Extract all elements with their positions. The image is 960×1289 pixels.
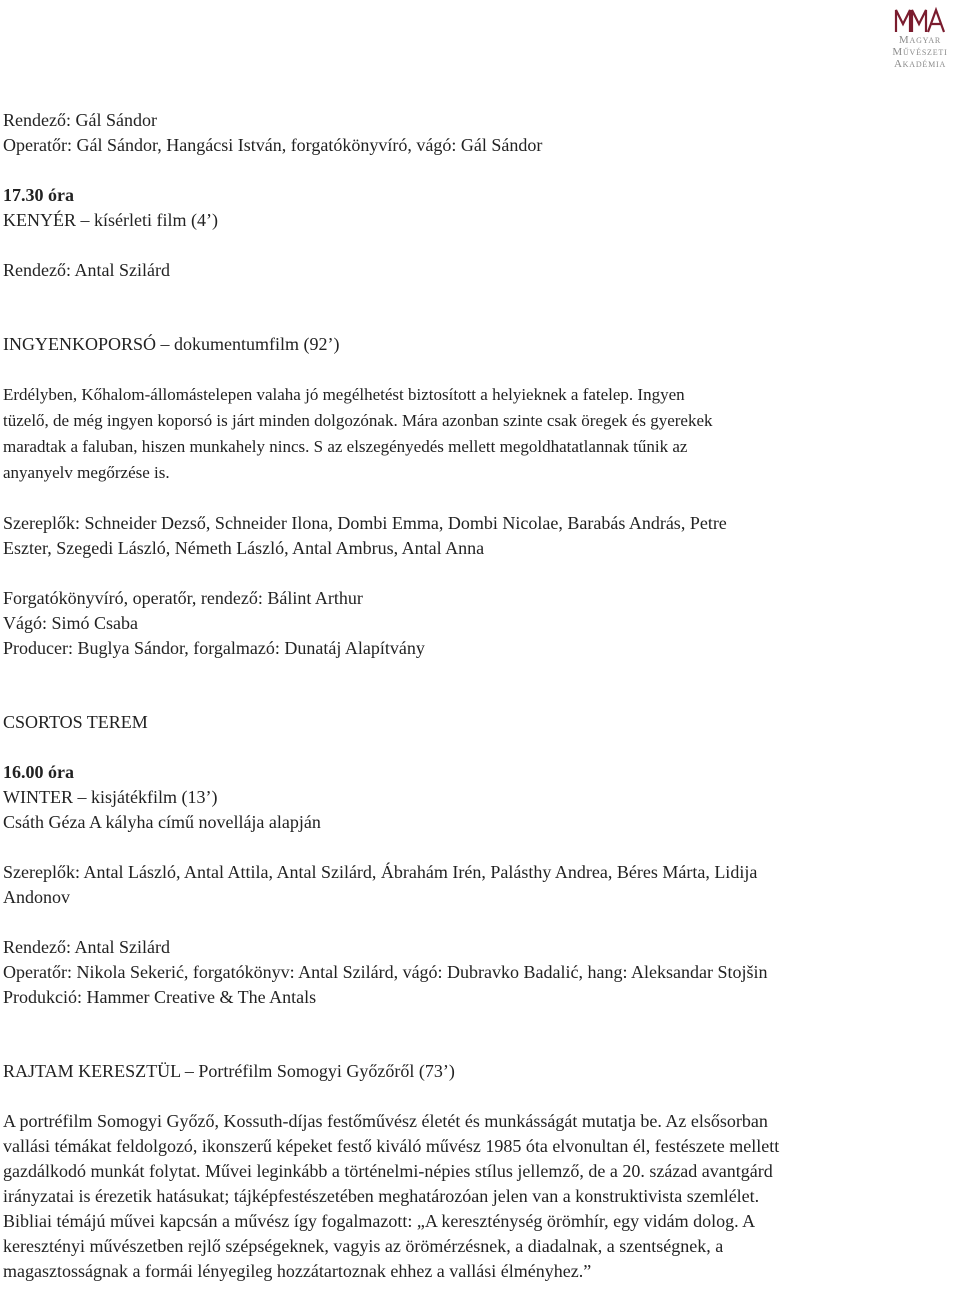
block4-time: 16.00 óra — [3, 762, 74, 782]
block2-director: Rendező: Antal Szilárd — [3, 260, 170, 280]
block2-film-title: KENYÉR – kísérleti film (4’) — [3, 210, 218, 230]
block5-film-title: RAJTAM KERESZTÜL – Portréfilm Somogyi Győzőről (73’) — [3, 1061, 455, 1081]
block3-cast-line: Eszter, Szegedi László, Németh László, Antal Ambrus, Antal Anna — [3, 538, 485, 558]
block5-synopsis-line: magasztosságnak a formái lényegileg hozzátartoznak ehhez a vallási élményhez.” — [3, 1261, 592, 1281]
room-heading: CSORTOS TEREM — [3, 712, 148, 732]
block3-credit-line: Producer: Buglya Sándor, forgalmazó: Dunatáj Alapítvány — [3, 638, 425, 658]
block3-synopsis-line: Erdélyben, Kőhalom-állomástelepen valaha jó megélhetést biztosított a helyieknek a fatelep. Ingyen — [3, 385, 685, 404]
mma-monogram-icon — [894, 6, 946, 34]
block1-crew: Operatőr: Gál Sándor, Hangácsi István, forgatókönyvíró, vágó: Gál Sándor — [3, 135, 543, 155]
block4-credit-line: Produkció: Hammer Creative & The Antals — [3, 987, 317, 1007]
logo-line-2: Művészeti — [892, 46, 948, 58]
logo-line-1: Magyar — [898, 34, 942, 46]
logo-line-3: Akadémia — [893, 58, 947, 70]
block3-synopsis-line: tüzelő, de még ingyen koporsó is járt minden dolgozónak. Mára azonban szinte csak öregek és gyerekek — [3, 411, 713, 430]
block4-source: Csáth Géza A kályha című novellája alapján — [3, 812, 321, 832]
block5-synopsis-line: irányzatai is érezetik hatásukat; tájképfestészetében meghatározóan jelen van a konstruktivista szemlélet. — [3, 1186, 760, 1206]
block5-synopsis-line: gazdálkodó munkát folytat. Művei leginkább a történelmi-népies stílus jellemző, de a 20. század avantgárd — [3, 1161, 773, 1181]
block4-credit-line: Rendező: Antal Szilárd — [3, 937, 170, 957]
block2-time: 17.30 óra — [3, 185, 74, 205]
block4-cast-line: Szereplők: Antal László, Antal Attila, Antal Szilárd, Ábrahám Irén, Palásthy Andrea, Béres Márta, Lidija — [3, 862, 758, 882]
block4-cast-line: Andonov — [3, 887, 70, 907]
block4-film-title: WINTER – kisjátékfilm (13’) — [3, 787, 218, 807]
block4-credit-line: Operatőr: Nikola Sekerić, forgatókönyv: Antal Szilárd, vágó: Dubravko Badalić, hang: Aleksandar Stojšin — [3, 962, 768, 982]
mma-logo — [882, 6, 958, 70]
block3-cast-line: Szereplők: Schneider Dezső, Schneider Ilona, Dombi Emma, Dombi Nicolae, Barabás András, Petre — [3, 513, 727, 533]
block3-film-title: INGYENKOPORSÓ – dokumentumfilm (92’) — [3, 334, 340, 354]
block5-synopsis-line: keresztényi művészetben rejlő szépségeknek, vagyis az örömérzésnek, a diadalnak, a szentségnek, a — [3, 1236, 724, 1256]
block5-synopsis-line: vallási témákat feldolgozó, ikonszerű képeket festő kiváló művész 1985 óta elvonultan él, festészete mellett — [3, 1136, 780, 1156]
block5-synopsis-line: A portréfilm Somogyi Győző, Kossuth-díjas festőművész életét és munkásságát mutatja be. Az elsősorban — [3, 1111, 768, 1131]
programme-document — [3, 108, 953, 1284]
block3-credit-line: Forgatókönyvíró, operatőr, rendező: Bálint Arthur — [3, 588, 363, 608]
block1-director: Rendező: Gál Sándor — [3, 110, 157, 130]
block3-synopsis-line: anyanyelv megőrzése is. — [3, 463, 170, 482]
block5-synopsis-line: Bibliai témájú művei kapcsán a művész így fogalmazott: „A kereszténység örömhír, egy vidám dolog. A — [3, 1211, 756, 1231]
block3-credit-line: Vágó: Simó Csaba — [3, 613, 138, 633]
block3-synopsis-line: maradtak a faluban, hiszen munkahely nincs. S az elszegényedés mellett megoldhatatlannak tűnik az — [3, 437, 688, 456]
